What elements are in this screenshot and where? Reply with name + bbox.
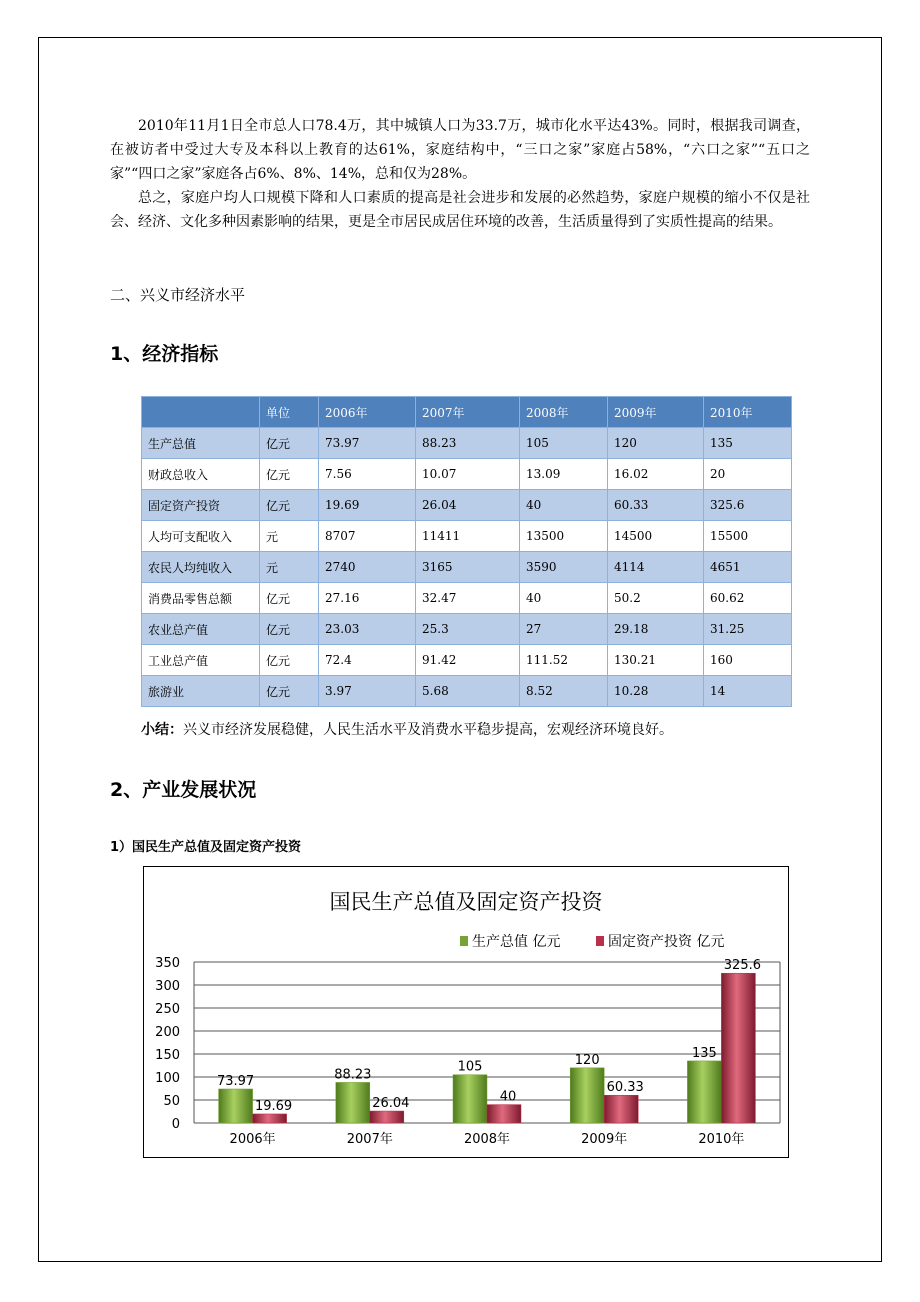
section-title-economy: 二、兴义市经济水平 [110, 286, 246, 304]
table-header-cell: 2006年 [319, 397, 416, 428]
table-cell: 73.97 [319, 428, 416, 459]
table-cell: 2740 [319, 552, 416, 583]
x-tick-label: 2009年 [581, 1132, 628, 1147]
table-cell: 亿元 [260, 428, 319, 459]
bar-gdp [570, 1068, 604, 1123]
table-cell: 13500 [520, 521, 608, 552]
table-cell: 元 [260, 552, 319, 583]
x-tick-label: 2010年 [698, 1132, 745, 1147]
row-label-cell: 旅游业 [142, 676, 260, 707]
table-cell: 60.33 [608, 490, 704, 521]
table-cell: 40 [520, 583, 608, 614]
table-cell: 10.28 [608, 676, 704, 707]
table-cell: 5.68 [416, 676, 520, 707]
table-cell: 8707 [319, 521, 416, 552]
x-tick-label: 2006年 [229, 1132, 276, 1147]
table-cell: 91.42 [416, 645, 520, 676]
table-cell: 135 [704, 428, 792, 459]
table-cell: 4651 [704, 552, 792, 583]
table-cell: 7.56 [319, 459, 416, 490]
intro-paragraph-2: 总之，家庭户均人口规模下降和人口素质的提高是社会进步和发展的必然趋势，家庭户规模的缩小不仅是社会、经济、文化多种因素影响的结果，更是全市居民成居住环境的改善，生活质量得到了实质性提高的结果。 [110, 190, 810, 230]
row-label-cell: 工业总产值 [142, 645, 260, 676]
row-label-cell: 固定资产投资 [142, 490, 260, 521]
y-tick-label: 50 [163, 1094, 180, 1109]
bar-investment [604, 1095, 638, 1123]
table-header-cell: 2010年 [704, 397, 792, 428]
table-cell: 3590 [520, 552, 608, 583]
row-label-cell: 农民人均纯收入 [142, 552, 260, 583]
chart-caption: 1）国民生产总值及固定资产投资 [110, 840, 302, 855]
bar-investment [721, 973, 755, 1123]
table-cell: 40 [520, 490, 608, 521]
table-cell: 11411 [416, 521, 520, 552]
y-tick-label: 300 [155, 979, 180, 994]
data-label: 40 [499, 1089, 517, 1105]
table-header-cell: 2008年 [520, 397, 608, 428]
table-cell: 8.52 [520, 676, 608, 707]
bar-chart [144, 867, 788, 1157]
table-row [142, 552, 792, 583]
table-header-cell: 单位 [260, 397, 319, 428]
table-cell: 15500 [704, 521, 792, 552]
table-row [142, 490, 792, 521]
table-row [142, 521, 792, 552]
table-cell: 10.07 [416, 459, 520, 490]
table-header-row [142, 397, 792, 428]
row-label-cell: 财政总收入 [142, 459, 260, 490]
table-cell: 14500 [608, 521, 704, 552]
legend-swatch [596, 936, 604, 946]
table-cell: 27.16 [319, 583, 416, 614]
bar-investment [253, 1114, 287, 1123]
data-label: 26.04 [372, 1096, 410, 1112]
table-cell: 16.02 [608, 459, 704, 490]
data-label: 120 [574, 1052, 600, 1068]
table-header-cell [142, 397, 260, 428]
table-cell: 26.04 [416, 490, 520, 521]
table-row [142, 428, 792, 459]
bar-gdp [453, 1075, 487, 1123]
y-tick-label: 250 [155, 1002, 180, 1017]
table-cell: 亿元 [260, 645, 319, 676]
y-tick-label: 0 [171, 1117, 180, 1132]
table-header-cell: 2007年 [416, 397, 520, 428]
economic-indicators-table [141, 396, 792, 707]
x-tick-label: 2008年 [463, 1132, 511, 1147]
summary-label: 小结： [141, 722, 183, 738]
row-label-cell: 消费品零售总额 [142, 583, 260, 614]
table-cell: 20 [704, 459, 792, 490]
table-cell: 120 [608, 428, 704, 459]
row-label-cell: 生产总值 [142, 428, 260, 459]
subsection-title-industry: 2、产业发展状况 [110, 779, 257, 801]
bar-gdp [336, 1082, 370, 1123]
data-label: 88.23 [334, 1067, 372, 1083]
bar-investment [487, 1105, 521, 1123]
summary-text: 兴义市经济发展稳健，人民生活水平及消费水平稳步提高，宏观经济环境良好。 [183, 722, 673, 738]
data-label: 60.33 [606, 1080, 644, 1096]
table-row [142, 583, 792, 614]
data-label: 73.97 [216, 1073, 255, 1089]
data-label: 135 [691, 1045, 717, 1061]
bar-gdp [687, 1061, 721, 1123]
table-cell: 3165 [416, 552, 520, 583]
y-tick-label: 100 [155, 1071, 180, 1086]
y-tick-label: 150 [155, 1048, 180, 1063]
table-cell: 160 [704, 645, 792, 676]
legend-swatch [460, 936, 468, 946]
table-cell: 27 [520, 614, 608, 645]
subsection-title-indicators: 1、经济指标 [110, 343, 219, 365]
intro-paragraph-1: 2010年11月1日全市总人口78.4万，其中城镇人口为33.7万，城市化水平达43%。同时，根据我司调查，在被访者中受过大专及本科以上教育的达61%，家庭结构中，“三口之家”家庭占58%，“六口之家”“五口之家”“四口之家”家庭各占6%、8%、14%，总和仅为28%。 [110, 118, 810, 182]
table-cell: 25.3 [416, 614, 520, 645]
table-row [142, 614, 792, 645]
table-cell: 29.18 [608, 614, 704, 645]
table-cell: 88.23 [416, 428, 520, 459]
data-label: 105 [457, 1059, 483, 1075]
table-cell: 亿元 [260, 583, 319, 614]
table-cell: 50.2 [608, 583, 704, 614]
legend-label: 固定资产投资 亿元 [608, 934, 725, 950]
table-cell: 亿元 [260, 490, 319, 521]
y-tick-label: 350 [155, 956, 180, 971]
table-row [142, 645, 792, 676]
chart-container [143, 866, 789, 1158]
table-cell: 105 [520, 428, 608, 459]
table-cell: 31.25 [704, 614, 792, 645]
table-cell: 13.09 [520, 459, 608, 490]
row-label-cell: 农业总产值 [142, 614, 260, 645]
table-row [142, 459, 792, 490]
table-cell: 72.4 [319, 645, 416, 676]
table-cell: 111.52 [520, 645, 608, 676]
table-cell: 60.62 [704, 583, 792, 614]
legend-label: 生产总值 亿元 [472, 934, 561, 950]
table-cell: 3.97 [319, 676, 416, 707]
chart-title: 国民生产总值及固定资产投资 [329, 890, 603, 914]
table-cell: 元 [260, 521, 319, 552]
table-cell: 32.47 [416, 583, 520, 614]
x-tick-label: 2007年 [346, 1132, 393, 1147]
table-cell: 14 [704, 676, 792, 707]
bar-gdp [219, 1089, 253, 1123]
bar-investment [370, 1111, 404, 1123]
table-cell: 亿元 [260, 676, 319, 707]
table-cell: 325.6 [704, 490, 792, 521]
table-header-cell: 2009年 [608, 397, 704, 428]
table-cell: 4114 [608, 552, 704, 583]
row-label-cell: 人均可支配收入 [142, 521, 260, 552]
table-cell: 130.21 [608, 645, 704, 676]
table-cell: 亿元 [260, 459, 319, 490]
y-tick-label: 200 [155, 1025, 180, 1040]
table-cell: 23.03 [319, 614, 416, 645]
summary-line [141, 719, 673, 739]
data-label: 19.69 [254, 1098, 293, 1114]
table-cell: 亿元 [260, 614, 319, 645]
table-row [142, 676, 792, 707]
table-cell: 19.69 [319, 490, 416, 521]
data-label: 325.6 [723, 958, 762, 974]
